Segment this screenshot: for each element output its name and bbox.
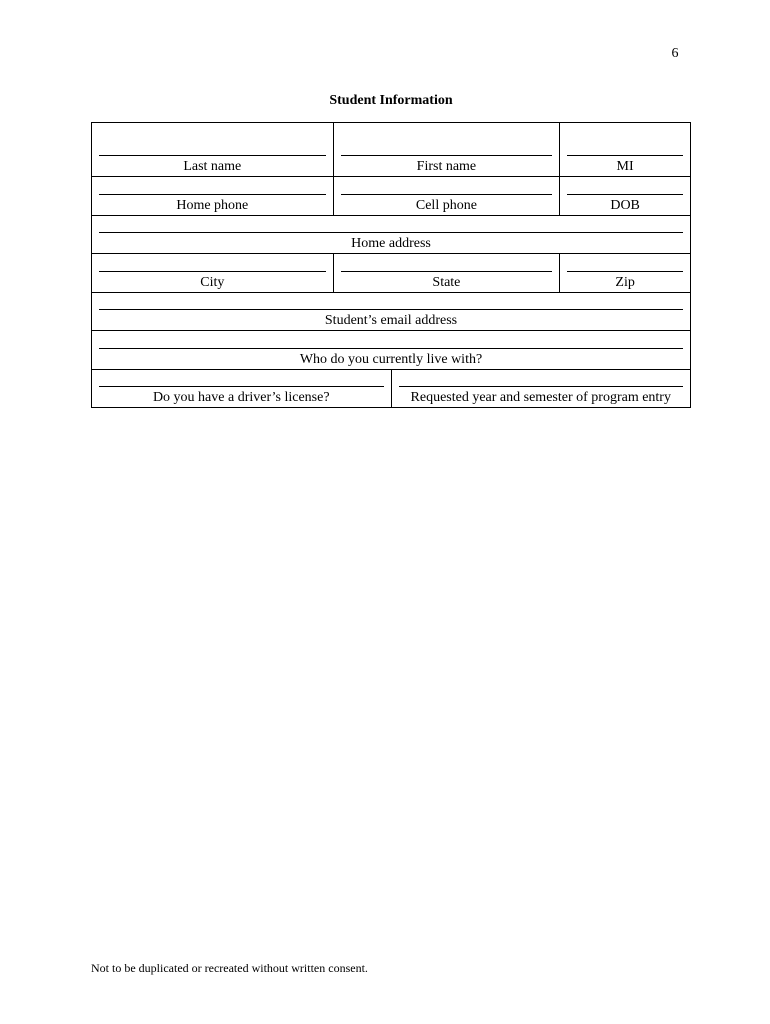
email-address-line bbox=[99, 309, 683, 310]
city-field[interactable] bbox=[92, 254, 334, 292]
first-name-line bbox=[341, 155, 553, 156]
form-title: Student Information bbox=[329, 93, 453, 108]
drivers-license-field[interactable] bbox=[92, 370, 392, 407]
form-row-email bbox=[92, 293, 691, 331]
state-field[interactable] bbox=[334, 254, 561, 292]
email-address-field[interactable] bbox=[92, 293, 691, 330]
cell-phone-line bbox=[341, 194, 553, 195]
dob-label: DOB bbox=[610, 198, 640, 213]
living-with-label: Who do you currently live with? bbox=[299, 352, 483, 367]
cell-phone-label: Cell phone bbox=[415, 198, 477, 213]
state-line bbox=[341, 271, 553, 272]
state-label: State bbox=[432, 275, 461, 290]
first-name-label: First name bbox=[416, 159, 477, 174]
city-line bbox=[99, 271, 326, 272]
city-label: City bbox=[200, 275, 225, 290]
last-name-field[interactable] bbox=[92, 123, 334, 176]
form-row-living-with bbox=[92, 331, 691, 370]
page-number: 6 bbox=[671, 46, 679, 61]
last-name-line bbox=[99, 155, 326, 156]
zip-field[interactable] bbox=[560, 254, 691, 292]
drivers-license-line bbox=[99, 386, 384, 387]
student-information-form bbox=[91, 122, 691, 408]
home-address-field[interactable] bbox=[92, 216, 691, 253]
footer-notice: Not to be duplicated or recreated without written consent. bbox=[91, 961, 368, 975]
mi-line bbox=[567, 155, 683, 156]
dob-field[interactable] bbox=[560, 177, 691, 215]
form-row-name bbox=[92, 123, 691, 177]
last-name-label: Last name bbox=[183, 159, 242, 174]
home-phone-field[interactable] bbox=[92, 177, 334, 215]
drivers-license-label: Do you have a driver’s license? bbox=[152, 390, 330, 405]
form-row-city-state-zip bbox=[92, 254, 691, 293]
living-with-field[interactable] bbox=[92, 331, 691, 369]
mi-field[interactable] bbox=[560, 123, 691, 176]
home-address-label: Home address bbox=[351, 236, 431, 251]
program-entry-field[interactable] bbox=[392, 370, 692, 407]
first-name-field[interactable] bbox=[334, 123, 561, 176]
program-entry-line bbox=[399, 386, 684, 387]
program-entry-label: Requested year and semester of program entry bbox=[410, 390, 671, 405]
zip-label: Zip bbox=[615, 275, 635, 290]
mi-label: MI bbox=[616, 159, 634, 174]
dob-line bbox=[567, 194, 683, 195]
email-address-label: Student’s email address bbox=[324, 313, 458, 328]
form-row-license-entry bbox=[92, 370, 691, 408]
cell-phone-field[interactable] bbox=[334, 177, 561, 215]
home-phone-label: Home phone bbox=[176, 198, 249, 213]
form-row-home-address bbox=[92, 216, 691, 254]
living-with-line bbox=[99, 348, 683, 349]
home-address-line bbox=[99, 232, 683, 233]
form-row-phone bbox=[92, 177, 691, 216]
home-phone-line bbox=[99, 194, 326, 195]
zip-line bbox=[567, 271, 683, 272]
